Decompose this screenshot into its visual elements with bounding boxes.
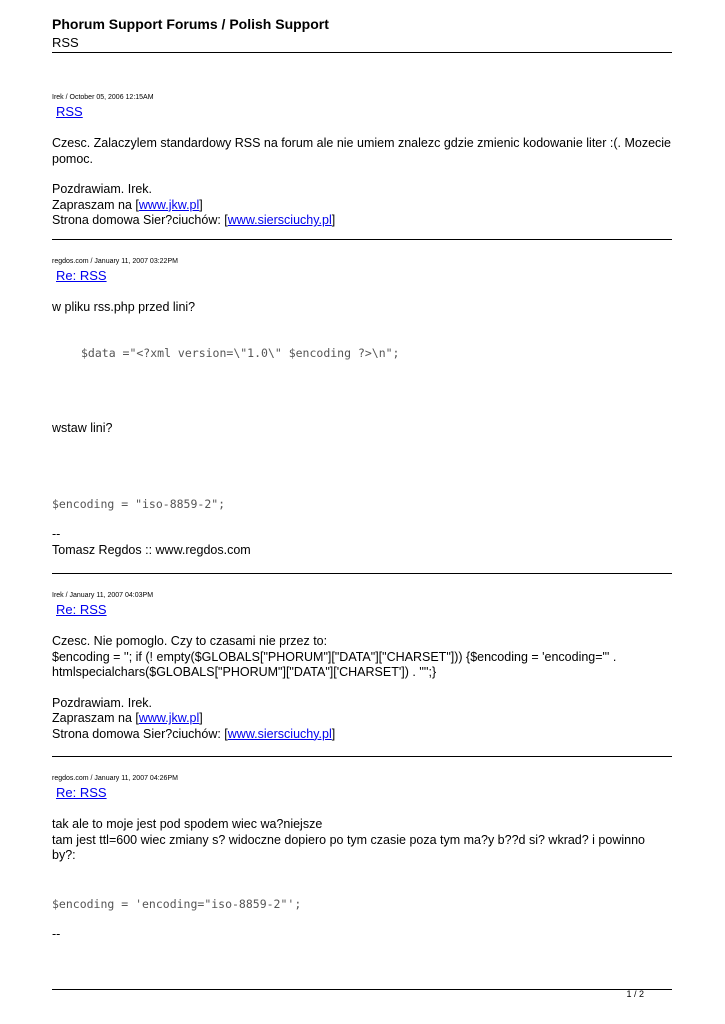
post-text: $encoding = ''; if (! empty($GLOBALS["PHORUM"]["DATA"]["CHARSET"])) {$encoding = 'encoding="' . bbox=[52, 649, 617, 664]
post-signature: Tomasz Regdos :: www.regdos.com bbox=[52, 542, 251, 557]
signature-invite-prefix: Zapraszam na [ bbox=[52, 197, 139, 212]
post-title-link[interactable]: RSS bbox=[56, 104, 83, 119]
post-body: Czesc. Zalaczylem standardowy RSS na forum ale nie umiem znalezc gdzie zmienic kodowanie liter :(. Mozecie pomoc. bbox=[52, 136, 672, 166]
code-block: $encoding = "iso-8859-2"; bbox=[52, 497, 226, 511]
post-title-link[interactable]: Re: RSS bbox=[56, 602, 107, 617]
post-divider bbox=[52, 756, 672, 757]
post-4 bbox=[52, 774, 672, 942]
post-divider bbox=[52, 239, 672, 240]
page-subtitle: RSS bbox=[52, 35, 79, 50]
post-2 bbox=[52, 257, 672, 558]
jkw-link[interactable]: www.jkw.pl bbox=[138, 711, 200, 725]
signature-invite-suffix: ] bbox=[199, 711, 203, 725]
post-meta: Irek / October 05, 2006 12:15AM bbox=[52, 94, 154, 101]
signature-dash: -- bbox=[52, 527, 61, 541]
signature-home bbox=[52, 727, 672, 743]
signature-invite-prefix: Zapraszam na [ bbox=[52, 711, 139, 725]
post-body bbox=[52, 634, 672, 681]
code-block: $data ="<?xml version=\"1.0\" $encoding ?>\n"; bbox=[81, 345, 400, 360]
signature-home-suffix: ] bbox=[331, 213, 336, 227]
signature-invite bbox=[52, 198, 672, 214]
footer-divider bbox=[52, 989, 672, 990]
post-title-link[interactable]: Re: RSS bbox=[56, 785, 107, 800]
post-divider bbox=[52, 573, 672, 574]
post-title-link[interactable]: Re: RSS bbox=[56, 268, 107, 283]
post-meta: regdos.com / January 11, 2007 03:22PM bbox=[52, 258, 178, 265]
post-1 bbox=[52, 93, 672, 229]
signature-invite bbox=[52, 711, 672, 727]
post-signature bbox=[52, 696, 672, 743]
signature-home-suffix: ] bbox=[331, 726, 336, 741]
post-text: htmlspecialchars($GLOBALS["PHORUM"]["DATA"]['CHARSET']) . '"';} bbox=[52, 665, 437, 679]
jkw-link[interactable]: www.jkw.pl bbox=[138, 197, 200, 212]
signature-home-prefix: Strona domowa Sier?ciuchów: [ bbox=[52, 213, 228, 227]
post-meta: regdos.com / January 11, 2007 04:26PM bbox=[52, 775, 178, 782]
page-header bbox=[52, 16, 672, 51]
signature-home-prefix: Strona domowa Sier?ciuchów: [ bbox=[52, 726, 228, 741]
signature-greeting: Pozdrawiam. Irek. bbox=[52, 182, 153, 196]
page-number: 1 / 2 bbox=[626, 989, 644, 999]
post-meta: Irek / January 11, 2007 04:03PM bbox=[52, 592, 154, 599]
siersciuchy-link[interactable]: www.siersciuchy.pl bbox=[227, 213, 332, 227]
header-divider bbox=[52, 52, 672, 53]
post-text: tak ale to moje jest pod spodem wiec wa?niejsze bbox=[52, 817, 323, 831]
signature-greeting: Pozdrawiam. Irek. bbox=[52, 695, 153, 710]
post-text: wstaw lini? bbox=[52, 420, 113, 435]
post-text: w pliku rss.php przed lini? bbox=[52, 300, 196, 314]
post-signature bbox=[52, 182, 672, 229]
signature-home bbox=[52, 213, 672, 229]
post-3 bbox=[52, 591, 672, 742]
post-body bbox=[52, 817, 672, 864]
code-block: $encoding = 'encoding="iso-8859-2"'; bbox=[52, 896, 302, 911]
post-text: Czesc. Nie pomoglo. Czy to czasami nie przez to: bbox=[52, 634, 328, 648]
signature-invite-suffix: ] bbox=[199, 197, 203, 212]
siersciuchy-link[interactable]: www.siersciuchy.pl bbox=[227, 726, 332, 741]
post-text: tam jest ttl=600 wiec zmiany s? widoczne dopiero po tym czasie poza tym ma?y b??d si? wkrad? i powinno by?: bbox=[52, 832, 645, 862]
page-title: Phorum Support Forums / Polish Support bbox=[52, 16, 329, 32]
signature-dash: -- bbox=[52, 926, 61, 941]
